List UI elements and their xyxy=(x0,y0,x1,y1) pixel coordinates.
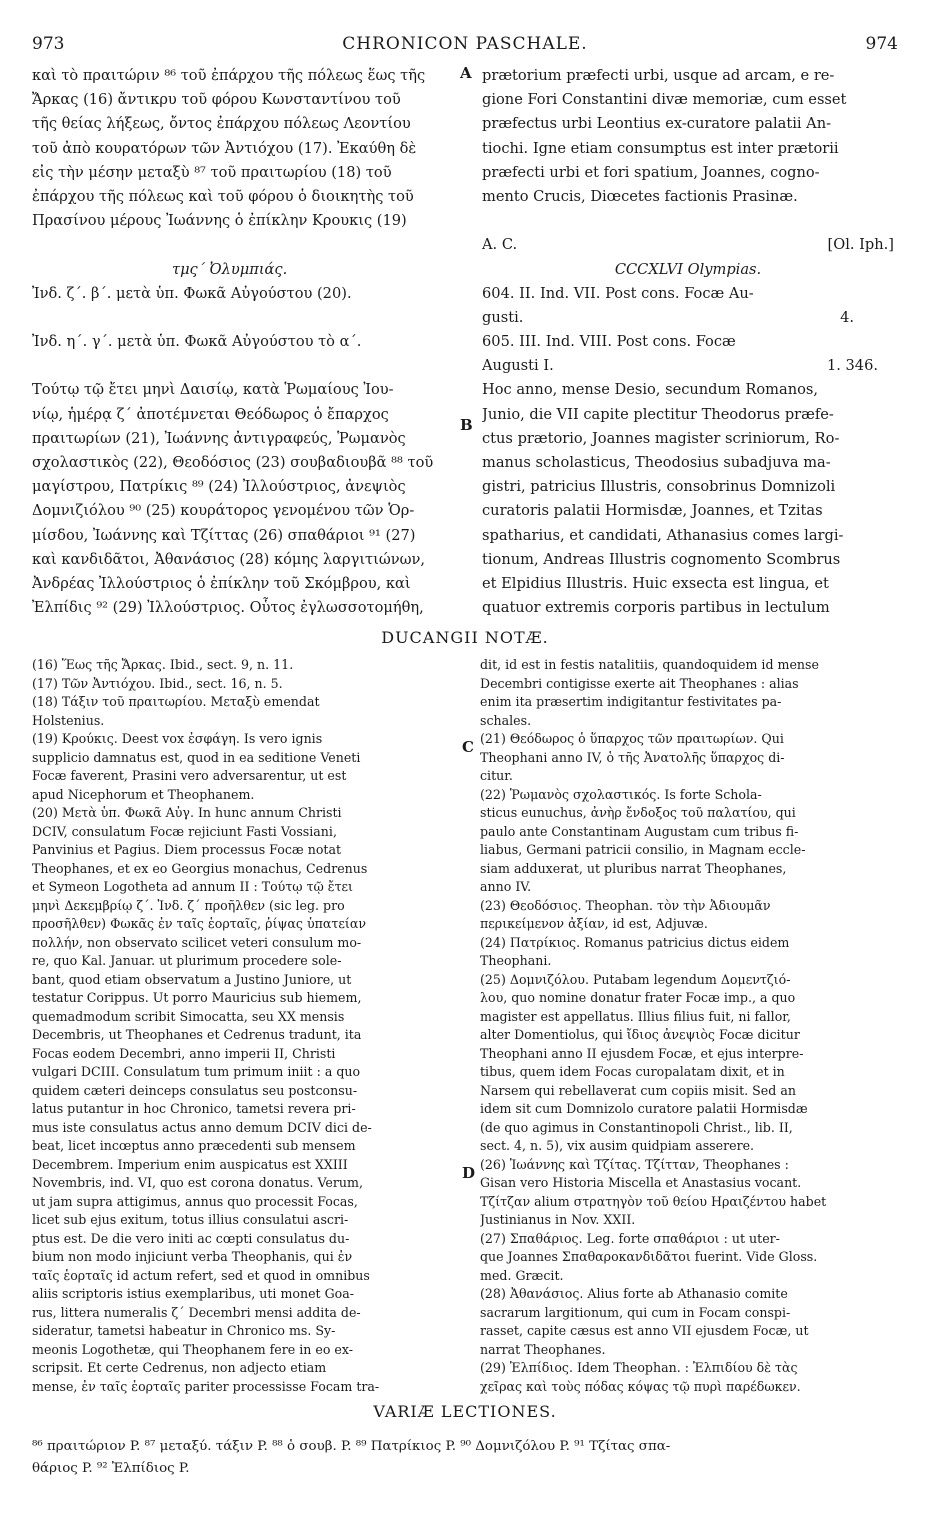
greek-line: Πρασίνου μέρους Ἰωάννης ὁ ἐπίκλην Κρουκις (19) xyxy=(32,212,407,230)
latin-line: quatuor extremis corporis partibus in lectulum xyxy=(482,599,830,617)
note-line: beat, licet incœptus anno præcedenti sub mensem xyxy=(32,1138,356,1153)
latin-line: ctus prætorio, Joannes magister scriniorum, Ro- xyxy=(482,429,840,447)
latin-line: tiochi. Igne etiam consumptus est inter prætorii xyxy=(482,139,839,157)
note-line: (29) Ἐλπίδιος. Idem Theophan. : Ἐλπιδίου δὲ τὰς xyxy=(480,1360,798,1375)
note-line: (24) Πατρίκιος. Romanus patricius dictus eidem xyxy=(480,934,790,950)
note-line: (22) Ῥωμανὸς σχολαστικός. Is forte Schola- xyxy=(480,786,762,802)
note-line: quemadmodum scribit Simocatta, seu XX mensis xyxy=(32,1008,345,1024)
note-line: re, quo Kal. Januar. ut plurimum procedere sole- xyxy=(32,953,342,968)
note-line: vulgari DCIII. Consulatum tum primum iniit : a quo xyxy=(32,1064,361,1079)
note-line: Holstenius. xyxy=(32,712,105,728)
greek-line: Ἐλπίδις ⁹² (29) Ἰλλούστριος. Οὗτος ἐγλωσσοτομήθη, xyxy=(32,599,424,617)
latin-line: præfecti urbi et fori spatium, Joannes, cogno- xyxy=(482,163,820,181)
note-line: licet sub ejus exitum, totus illius consulatui ascri- xyxy=(32,1212,349,1227)
greek-line: Δομνιζιόλου ⁹⁰ (25) κουράτορος γενομένου τῶν Ὁρ- xyxy=(32,502,415,520)
note-line: sect. 4, n. 5), vix ausim quidpiam asserere. xyxy=(480,1138,755,1153)
greek-line: Ἄρκας (16) ἄντικρυ τοῦ φόρου Κωνσταντίνου τοῦ xyxy=(32,91,401,109)
year-entry-line xyxy=(482,306,894,330)
latin-line: tionum, Andreas Illustris cognomento Scombrus xyxy=(482,550,841,568)
note-line: Panvinius et Pagius. Diem processus Focæ notat xyxy=(32,842,342,857)
latin-line: manus scholasticus, Theodosius subadjuva ma- xyxy=(482,454,831,471)
note-line: paulo ante Constantinam Augustam cum tribus fi- xyxy=(480,823,799,839)
note-line: Decembri contigisse exerte ait Theophanes : alias xyxy=(480,675,799,691)
note-line: schales. xyxy=(480,712,532,728)
notes-heading: DUCANGII NOTÆ. xyxy=(381,628,549,647)
note-line: Theophani anno II ejusdem Focæ, et ejus interpre- xyxy=(480,1045,804,1061)
greek-line: ἐπάρχου τῆς πόλεως καὶ τοῦ φόρου ὁ διοικητὴς τοῦ xyxy=(32,187,414,205)
note-line: rus, littera numeralis ζ´ Decembri mensi addita de- xyxy=(32,1304,361,1320)
blank-line xyxy=(32,233,458,257)
note-line: med. Græcit. xyxy=(480,1267,564,1283)
note-line: alter Domentiolus, qui ἴδιος ἀνεψιὸς Focæ dicitur xyxy=(480,1027,800,1042)
note-line: testatur Corippus. Ut porro Mauricius sub hiemem, xyxy=(32,990,362,1005)
note-line: χεῖρας καὶ τοὺς πόδας κόψας τῷ πυρὶ παρέδωκεν. xyxy=(480,1378,801,1394)
ac-label: A. C. xyxy=(482,236,518,254)
greek-indiction-line: Ἰνδ. η´. γ´. μετὰ ὑπ. Φωκᾶ Αὐγούστου τὸ α´. xyxy=(32,333,362,351)
margin-letter-c: C xyxy=(462,738,474,756)
greek-line: νίῳ, ἡμέρᾳ ζ´ ἀποτέμνεται Θεόδωρος ὁ ἔπαρχος xyxy=(32,405,389,423)
latin-line: Junio, die VII capite plectitur Theodorus præfe- xyxy=(482,405,834,423)
note-line: ptus est. De die vero initi ac cœpti consulatus du- xyxy=(32,1230,350,1246)
note-line: Theophanes, et ex eo Georgius monachus, Cedrenus xyxy=(32,860,368,876)
note-line: Decembris, ut Theophanes et Cedrenus tradunt, ita xyxy=(32,1027,362,1042)
year-entry-text: gusti. xyxy=(482,308,524,326)
variant-reading-line: ⁸⁶ πραιτώριον P. ⁸⁷ μεταξύ. τάξιν P. ⁸⁸ ὁ σουβ. P. ⁸⁹ Πατρίκιος P. ⁹⁰ Δομνιζόλου P. ⁹¹ Τζίτας σπα- xyxy=(32,1439,671,1454)
greek-line: καὶ τὸ πραιτώριν ⁸⁶ τοῦ ἐπάρχου τῆς πόλεως ἕως τῆς xyxy=(32,67,426,84)
note-line: Focas eodem Decembri, anno imperii II, Christi xyxy=(32,1045,336,1061)
latin-line: et Elpidius Illustris. Huic exsecta est lingua, et xyxy=(482,574,829,592)
note-line: scripsit. Et certe Cedrenus, non adjecto etiam xyxy=(32,1360,327,1375)
greek-line: πραιτωρίων (21), Ἰωάννης ἀντιγραφεύς, Ῥωμανὸς xyxy=(32,429,406,447)
note-line: rasset, capite cæsus est anno VII ejusdem Focæ, ut xyxy=(480,1323,809,1338)
olympiad-label: [Ol. Iph.] xyxy=(827,236,894,254)
greek-line: Ἀνδρέας Ἰλλούστριος ὁ ἐπίκλην τοῦ Σκόμβρου, καὶ xyxy=(32,574,411,592)
note-line: μηνὶ Δεκεμβρίῳ ζ´. Ἰνδ. ζ´ προῆλθεν (sic leg. pro xyxy=(32,897,345,913)
year-number: 4. xyxy=(840,308,854,326)
blank-line xyxy=(32,306,458,330)
notes-left-column xyxy=(32,656,460,1396)
note-line: quidem cæteri deinceps consulatus seu postconsu- xyxy=(32,1082,358,1098)
note-line: magister est appellatus. Illius filius fuit, ni fallor, xyxy=(480,1008,791,1024)
note-line: (de quo agimus in Constantinopoli Christ., lib. II, xyxy=(480,1119,793,1135)
note-line: Novembris, ind. VI, quo est corona donatus. Verum, xyxy=(32,1175,363,1190)
margin-letter-b: B xyxy=(460,416,473,434)
running-title: CHRONICON PASCHALE. xyxy=(342,34,588,54)
note-line: dit, id est in festis natalitiis, quandoquidem id mense xyxy=(480,657,819,672)
note-line: ταῖς ἑορταῖς id actum refert, sed et quod in omnibus xyxy=(32,1267,370,1283)
note-line: citur. xyxy=(480,768,513,783)
blank-line xyxy=(32,354,458,378)
greek-line: καὶ κανδιδᾶτοι, Ἀθανάσιος (28) κόμης λαργιτιώνων, xyxy=(32,550,426,568)
greek-olympiad-heading: τμς´ Ὀλυμπιάς. xyxy=(172,260,288,278)
page-number-left: 973 xyxy=(32,34,65,54)
note-line: narrat Theophanes. xyxy=(480,1341,606,1357)
varia-heading: VARIÆ LECTIONES. xyxy=(373,1402,557,1421)
year-entry-line: 605. III. Ind. VIII. Post cons. Focæ xyxy=(482,333,736,351)
greek-line: εἰς τὴν μέσην μεταξὺ ⁸⁷ τοῦ πραιτωρίου (18) τοῦ xyxy=(32,163,392,181)
note-line: προσῆλθεν) Φωκᾶς ἐν ταῖς ἑορταῖς, ῥίψας ὑπατείαν xyxy=(32,916,366,931)
note-line: (21) Θεόδωρος ὁ ὕπαρχος τῶν πραιτωρίων. Qui xyxy=(480,731,784,746)
latin-line: Hoc anno, mense Desio, secundum Romanos, xyxy=(482,381,819,399)
note-line: ut jam supra attigimus, annus quo processit Focas, xyxy=(32,1193,358,1209)
note-line: latus putantur in hoc Chronico, tametsi revera pri- xyxy=(32,1101,356,1116)
note-line: Justinianus in Nov. XXII. xyxy=(480,1212,636,1227)
margin-letter-d: D xyxy=(462,1164,476,1182)
note-line: (16) Ἕως τῆς Ἄρκας. Ibid., sect. 9, n. 11. xyxy=(32,657,294,672)
greek-indiction-line: Ἰνδ. ζ´. β´. μετὰ ὑπ. Φωκᾶ Αὐγούστου (20). xyxy=(32,284,352,302)
latin-text-column xyxy=(482,64,894,620)
note-line: (28) Ἀθανάσιος. Alius forte ab Athanasio comite xyxy=(480,1286,788,1301)
note-line: Focæ faverent, Prasini vero adversarentur, ut est xyxy=(32,768,347,783)
note-line: anno IV. xyxy=(480,879,532,894)
note-line: πολλήν, non observato scilicet veteri consulum mo- xyxy=(32,934,362,950)
variant-readings xyxy=(32,1436,898,1480)
note-line: supplicio damnatus est, quod in ea seditione Veneti xyxy=(32,749,361,765)
latin-line: gione Fori Constantini divæ memoriæ, cum esset xyxy=(482,91,847,109)
year-number: 1. 346. xyxy=(826,357,878,375)
note-line: (20) Μετὰ ὑπ. Φωκᾶ Αὐγ. In hunc annum Christi xyxy=(32,805,342,820)
year-entry-text: Augusti I. xyxy=(482,357,554,375)
note-line: meonis Logothetæ, qui Theophanem fere in eo ex- xyxy=(32,1341,353,1357)
variant-reading-line: θάριος P. ⁹² Ἐλπίδιος P. xyxy=(32,1461,190,1476)
note-line: que Joannes Σπαθαροκανδιδᾶτοι fuerint. Vide Gloss. xyxy=(480,1249,818,1264)
note-line: περικείμενον ἀξίαν, id est, Adjuvæ. xyxy=(480,916,708,931)
note-line: (26) Ἰωάννης καὶ Τζίτας. Τζίτταν, Theophanes : xyxy=(480,1156,789,1172)
note-line: Τζίτζαν alium στρατηγὸν τοῦ θείου Ηραιζέντου habet xyxy=(480,1193,827,1209)
note-line: DCIV, consulatum Focæ rejiciunt Fasti Vossiani, xyxy=(32,823,337,839)
note-line: (25) Δομνιζόλου. Putabam legendum Δομεντζιό- xyxy=(480,971,791,987)
note-line: sacrarum largitionum, qui cum in Focam conspi- xyxy=(480,1304,791,1320)
note-line: liabus, Germani patricii consilio, in Magnam eccle- xyxy=(480,842,806,857)
margin-letter-a: A xyxy=(460,64,472,82)
note-line: (27) Σπαθάριος. Leg. forte σπαθάριοι : ut uter- xyxy=(480,1230,780,1246)
page-header xyxy=(32,34,898,58)
note-line: Theophani. xyxy=(480,953,552,968)
greek-line: σχολαστικὸς (22), Θεοδόσιος (23) σουβαδιουβᾶ ⁸⁸ τοῦ xyxy=(32,454,434,471)
note-line: sideratur, tametsi habeatur in Chronico ms. Sy- xyxy=(32,1323,336,1338)
note-line: apud Nicephorum et Theophanem. xyxy=(32,786,255,802)
note-line: (19) Κρούκις. Deest vox ἐσφάγη. Is vero ignis xyxy=(32,731,323,746)
note-line: sticus eunuchus, ἀνὴρ ἔνδοξος τοῦ παλατίου, qui xyxy=(480,805,796,820)
greek-line: τοῦ ἀπὸ κουρατόρων τῶν Ἀντιόχου (17). Ἐκαύθη δὲ xyxy=(32,139,417,157)
latin-line: prætorium præfecti urbi, usque ad arcam, e re- xyxy=(482,67,835,84)
blank-line xyxy=(482,209,894,233)
greek-text-column xyxy=(32,64,458,620)
note-line: Narsem qui rebellaverat cum copiis misit. Sed an xyxy=(480,1082,796,1098)
latin-line: mento Crucis, Diœcetes factionis Prasinæ. xyxy=(482,187,798,205)
notes-right-column xyxy=(480,656,898,1396)
greek-line: τῆς θείας λήξεως, ὄντος ἐπάρχου πόλεως Λεοντίου xyxy=(32,115,411,133)
greek-line: μίσδου, Ἰωάννης καὶ Τζίττας (26) σπαθάριοι ⁹¹ (27) xyxy=(32,526,416,544)
note-line: bium non modo injiciunt verba Theophanis, qui ἐν xyxy=(32,1249,353,1264)
note-line: tibus, quem idem Focas curopalatam dixit, et in xyxy=(480,1064,785,1079)
note-line: (17) Τῶν Ἀντιόχου. Ibid., sect. 16, n. 5. xyxy=(32,675,283,691)
note-line: aliis scriptoris istius exemplaribus, uti monet Goa- xyxy=(32,1286,354,1301)
latin-line: curatoris palatii Hormisdæ, Joannes, et Tzitas xyxy=(482,502,823,520)
greek-line: Τούτῳ τῷ ἔτει μηνὶ Δαισίῳ, κατὰ Ῥωμαίους Ἰου- xyxy=(32,381,394,399)
note-line: et Symeon Logotheta ad annum II : Τούτῳ τῷ ἔτει xyxy=(32,879,353,894)
note-line: bant, quod etiam observatum a Justino Juniore, ut xyxy=(32,971,352,987)
latin-line: præfectus urbi Leontius ex-curatore palatii An- xyxy=(482,115,832,133)
note-line: enim ita præsertim indigitantur festivitates pa- xyxy=(480,694,782,709)
note-line: siam adduxerat, ut pluribus narrat Theophanes, xyxy=(480,860,787,876)
year-entry-line xyxy=(482,354,894,378)
latin-line: spatharius, et candidati, Athanasius comes largi- xyxy=(482,526,844,544)
note-line: Decembrem. Imperium enim auspicatus est XXIII xyxy=(32,1156,348,1172)
note-line: λου, quo nomine donatur frater Focæ imp., a quo xyxy=(480,990,796,1005)
era-labels-row xyxy=(482,233,894,257)
page-number-right: 974 xyxy=(865,34,898,54)
note-line: (18) Τάξιν τοῦ πραιτωρίου. Μεταξὺ emendat xyxy=(32,694,320,709)
latin-olympiad-heading: CCCXLVI Olympias. xyxy=(614,260,762,278)
note-line: (23) Θεοδόσιος. Theophan. τὸν τὴν Ἀδιουμᾶν xyxy=(480,897,771,913)
year-entry-line: 604. II. Ind. VII. Post cons. Focæ Au- xyxy=(482,284,754,302)
note-line: Theophani anno IV, ὁ τῆς Ἀνατολῆς ὕπαρχος di- xyxy=(480,749,785,765)
note-line: mense, ἐν ταῖς ἑορταῖς pariter processisse Focam tra- xyxy=(32,1378,380,1394)
note-line: idem sit cum Domnizolo curatore palatii Hormisdæ xyxy=(480,1101,808,1116)
latin-line: gistri, patricius Illustris, consobrinus Domnizoli xyxy=(482,478,836,496)
note-line: mus iste consulatus actus anno demum DCIV dici de- xyxy=(32,1119,372,1135)
note-line: Gisan vero Historia Miscella et Anastasius vocant. xyxy=(480,1175,802,1190)
greek-line: μαγίστρου, Πατρίκις ⁸⁹ (24) Ἰλλούστριος, ἀνεψιὸς xyxy=(32,478,406,496)
